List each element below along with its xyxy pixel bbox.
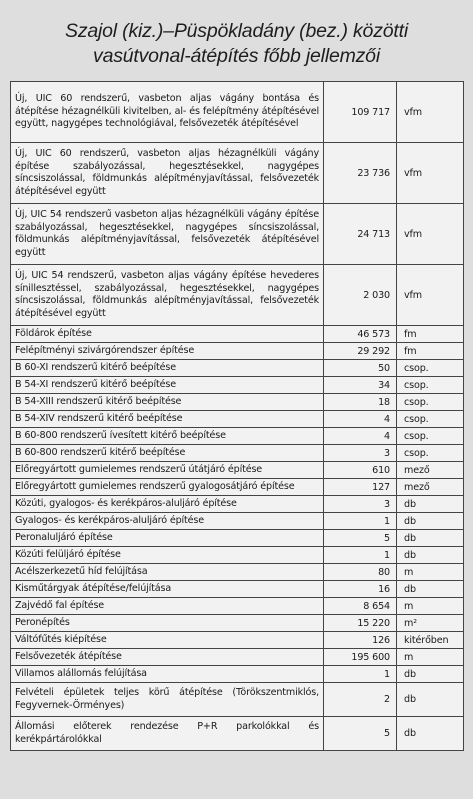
row-unit: fm — [397, 326, 464, 343]
row-description: Peronaluljáró építése — [11, 530, 324, 547]
row-value: 23 736 — [324, 143, 397, 204]
table-row — [11, 204, 464, 265]
specs-table-body — [11, 82, 464, 751]
table-row — [11, 462, 464, 479]
row-description: Új, UIC 60 rendszerű, vasbeton aljas vágány bontása és átépítése hézagnélküli kivitelben, al- és felépítmény átépítésével együtt, nagygépes technológiával, felsővezeték átépítésével — [11, 82, 324, 143]
row-description: Villamos alállomás felújítása — [11, 666, 324, 683]
row-value: 2 030 — [324, 265, 397, 326]
row-unit: db — [397, 581, 464, 598]
row-unit: vfm — [397, 265, 464, 326]
row-unit: m — [397, 649, 464, 666]
table-row — [11, 547, 464, 564]
row-description: Állomási előterek rendezése P+R parkolókkal és kerékpártárolókkal — [11, 717, 324, 751]
table-row — [11, 143, 464, 204]
row-description: Földárok építése — [11, 326, 324, 343]
row-description: Közúti, gyalogos- és kerékpáros-aluljáró építése — [11, 496, 324, 513]
row-value: 34 — [324, 377, 397, 394]
row-value: 3 — [324, 496, 397, 513]
row-value: 127 — [324, 479, 397, 496]
table-row — [11, 513, 464, 530]
title-line-2: vasútvonal-átépítés főbb jellemzői — [93, 45, 380, 67]
row-description: Gyalogos- és kerékpáros-aluljáró építése — [11, 513, 324, 530]
specs-table — [10, 81, 464, 751]
table-row — [11, 394, 464, 411]
table-row — [11, 360, 464, 377]
table-row — [11, 615, 464, 632]
row-value: 46 573 — [324, 326, 397, 343]
row-value: 1 — [324, 513, 397, 530]
row-unit: db — [397, 717, 464, 751]
table-row — [11, 479, 464, 496]
row-description: B 54-XIII rendszerű kitérő beépítése — [11, 394, 324, 411]
row-description: Új, UIC 54 rendszerű, vasbeton aljas vágány építése hevederes sínillesztéssel, szabályozással, hegesztésekkel, nagygépes síncsiszolással, földmunkás alépítményjavítással, felsővezeték átépítésével együtt — [11, 265, 324, 326]
row-description: Felvételi épületek teljes körű átépítése (Törökszentmiklós, Fegyvernek-Örményes) — [11, 683, 324, 717]
row-description: Acélszerkezetű híd felújítása — [11, 564, 324, 581]
table-row — [11, 649, 464, 666]
table-row — [11, 445, 464, 462]
row-unit: mező — [397, 479, 464, 496]
row-value: 15 220 — [324, 615, 397, 632]
row-unit: db — [397, 496, 464, 513]
row-value: 8 654 — [324, 598, 397, 615]
table-row — [11, 530, 464, 547]
row-unit: m — [397, 564, 464, 581]
row-unit: csop. — [397, 428, 464, 445]
table-row — [11, 428, 464, 445]
row-description: B 54-XIV rendszerű kitérő beépítése — [11, 411, 324, 428]
row-unit: db — [397, 513, 464, 530]
row-value: 24 713 — [324, 204, 397, 265]
title-line-1: Szajol (kiz.)–Püspökladány (bez.) közötti — [65, 20, 408, 42]
row-description: B 54-XI rendszerű kitérő beépítése — [11, 377, 324, 394]
row-value: 3 — [324, 445, 397, 462]
row-unit: db — [397, 683, 464, 717]
page-title — [10, 0, 463, 81]
row-value: 109 717 — [324, 82, 397, 143]
row-value: 4 — [324, 428, 397, 445]
row-description: Új, UIC 54 rendszerű vasbeton aljas hézagnélküli vágány építése szabályozással, hegesztésekkel, nagygépes síncsiszolással, földmunkás alépítményjavítással, felsővezeték átépítésével együtt — [11, 204, 324, 265]
table-row — [11, 343, 464, 360]
table-row — [11, 564, 464, 581]
row-unit: mező — [397, 462, 464, 479]
row-description: Peronépítés — [11, 615, 324, 632]
row-description: Új, UIC 60 rendszerű, vasbeton aljas hézagnélküli vágány építése szabályozással, hegesztésekkel, nagygépes síncsiszolással, földmunkás alépítményjavítással, felsővezeték átépítésével együtt — [11, 143, 324, 204]
row-unit: kitérőben — [397, 632, 464, 649]
row-description: Felsővezeték átépítése — [11, 649, 324, 666]
table-row — [11, 496, 464, 513]
row-unit: vfm — [397, 143, 464, 204]
row-description: B 60-800 rendszerű kitérő beépítése — [11, 445, 324, 462]
row-value: 2 — [324, 683, 397, 717]
row-value: 29 292 — [324, 343, 397, 360]
row-value: 5 — [324, 530, 397, 547]
table-row — [11, 82, 464, 143]
row-value: 4 — [324, 411, 397, 428]
table-row — [11, 666, 464, 683]
table-row — [11, 632, 464, 649]
row-value: 80 — [324, 564, 397, 581]
table-row — [11, 598, 464, 615]
row-unit: vfm — [397, 82, 464, 143]
table-row — [11, 265, 464, 326]
row-description: Közúti felüljáró építése — [11, 547, 324, 564]
row-description: B 60-800 rendszerű ívesített kitérő beépítése — [11, 428, 324, 445]
row-unit: m — [397, 598, 464, 615]
row-unit: db — [397, 530, 464, 547]
row-value: 5 — [324, 717, 397, 751]
row-description: Felépítményi szivárgórendszer építése — [11, 343, 324, 360]
row-description: Zajvédő fal építése — [11, 598, 324, 615]
row-value: 610 — [324, 462, 397, 479]
table-row — [11, 683, 464, 717]
row-unit: csop. — [397, 445, 464, 462]
row-value: 1 — [324, 666, 397, 683]
row-unit: csop. — [397, 377, 464, 394]
table-row — [11, 326, 464, 343]
row-unit: vfm — [397, 204, 464, 265]
row-value: 50 — [324, 360, 397, 377]
row-value: 126 — [324, 632, 397, 649]
table-row — [11, 377, 464, 394]
row-description: Előregyártott gumielemes rendszerű útátjáró építése — [11, 462, 324, 479]
table-row — [11, 411, 464, 428]
table-row — [11, 717, 464, 751]
row-unit: csop. — [397, 411, 464, 428]
row-unit: m² — [397, 615, 464, 632]
row-description: Kisműtárgyak átépítése/felújítása — [11, 581, 324, 598]
row-description: Előregyártott gumielemes rendszerű gyalogosátjáró építése — [11, 479, 324, 496]
row-unit: fm — [397, 343, 464, 360]
row-description: B 60-XI rendszerű kitérő beépítése — [11, 360, 324, 377]
table-row — [11, 581, 464, 598]
row-description: Váltófűtés kiépítése — [11, 632, 324, 649]
row-value: 1 — [324, 547, 397, 564]
row-unit: csop. — [397, 360, 464, 377]
row-unit: db — [397, 547, 464, 564]
row-value: 16 — [324, 581, 397, 598]
row-value: 18 — [324, 394, 397, 411]
row-unit: csop. — [397, 394, 464, 411]
row-unit: db — [397, 666, 464, 683]
row-value: 195 600 — [324, 649, 397, 666]
